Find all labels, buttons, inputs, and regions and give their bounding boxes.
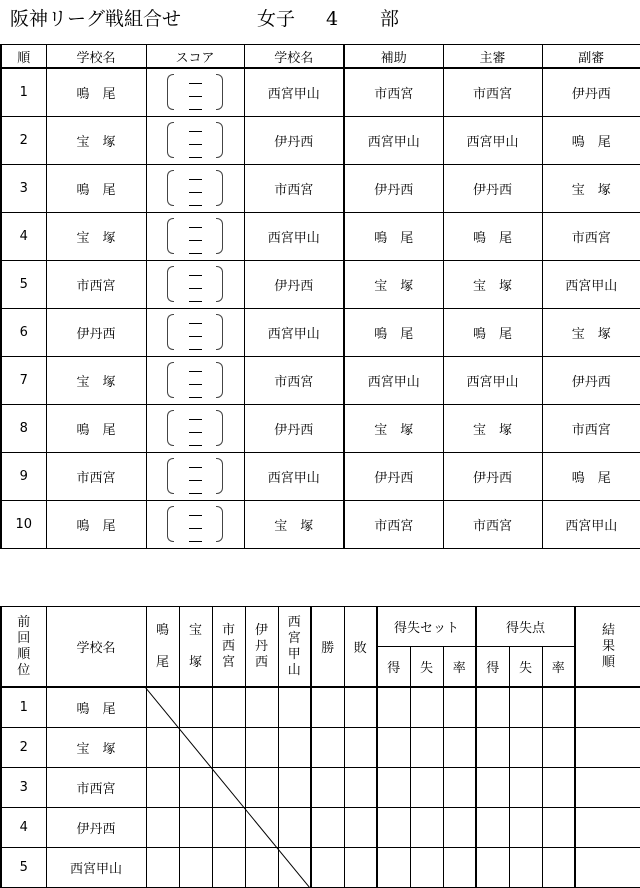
assist-cell: 市西宮 xyxy=(344,68,443,117)
result-vs-opponent-cell[interactable] xyxy=(245,687,278,728)
header-set-gain: 得 xyxy=(377,647,410,688)
sub-referee-cell: 市西宮 xyxy=(542,405,640,453)
sub-referee-cell: 鳴 尾 xyxy=(542,117,640,165)
header-set-diff: 得失セット xyxy=(377,607,476,647)
point-lose-cell[interactable] xyxy=(509,848,542,888)
score-dash-middle xyxy=(189,384,202,385)
match-number-cell: 1 xyxy=(1,68,46,117)
school-name-cell: 鳴 尾 xyxy=(46,687,146,728)
result-vs-opponent-cell[interactable] xyxy=(278,687,311,728)
result-vs-opponent-cell[interactable] xyxy=(146,728,179,768)
result-vs-opponent-cell[interactable] xyxy=(212,848,245,888)
standings-row xyxy=(1,728,640,768)
referee-cell: 西宮甲山 xyxy=(443,357,542,405)
score-dash-top xyxy=(189,83,202,84)
header-referee: 主審 xyxy=(443,45,542,69)
point-rate-cell[interactable] xyxy=(542,848,575,888)
assist-cell: 宝 塚 xyxy=(344,405,443,453)
header-sub-referee: 副審 xyxy=(542,45,640,69)
set-lose-cell[interactable] xyxy=(410,848,443,888)
referee-cell: 伊丹西 xyxy=(443,165,542,213)
assist-cell: 西宮甲山 xyxy=(344,117,443,165)
score-dash-top xyxy=(189,419,202,420)
losses-cell[interactable] xyxy=(344,768,377,808)
sub-referee-cell: 市西宮 xyxy=(542,213,640,261)
match-row xyxy=(1,405,640,453)
score-dash-middle xyxy=(189,192,202,193)
score-dash-top xyxy=(189,131,202,132)
point-gain-cell[interactable] xyxy=(476,768,509,808)
school-name-cell: 宝 塚 xyxy=(46,728,146,768)
header-losses: 敗 xyxy=(344,607,377,688)
match-number-cell: 3 xyxy=(1,165,46,213)
assist-cell: 鳴 尾 xyxy=(344,213,443,261)
point-gain-cell[interactable] xyxy=(476,728,509,768)
score-bracket xyxy=(165,71,225,111)
match-row xyxy=(1,261,640,309)
title-main: 阪神リーグ戦組合せ xyxy=(10,8,182,30)
school-b-cell: 伊丹西 xyxy=(244,405,344,453)
result-vs-opponent-cell[interactable] xyxy=(278,848,311,888)
school-a-cell: 市西宮 xyxy=(46,453,146,501)
result-vs-opponent-cell[interactable] xyxy=(179,808,212,848)
header-school-a: 学校名 xyxy=(46,45,146,69)
match-row xyxy=(1,453,640,501)
result-rank-cell[interactable] xyxy=(575,687,640,728)
set-rate-cell[interactable] xyxy=(443,768,476,808)
assist-cell: 西宮甲山 xyxy=(344,357,443,405)
score-dash-bottom xyxy=(189,541,202,542)
point-gain-cell[interactable] xyxy=(476,687,509,728)
header-order: 順 xyxy=(1,45,46,69)
score-dash-bottom xyxy=(189,397,202,398)
match-row xyxy=(1,165,640,213)
left-bracket xyxy=(167,410,174,446)
match-number-cell: 7 xyxy=(1,357,46,405)
score-bracket xyxy=(165,503,225,543)
result-rank-cell[interactable] xyxy=(575,728,640,768)
left-bracket xyxy=(167,218,174,254)
schedule-header-row xyxy=(1,45,640,69)
score-dash-bottom xyxy=(189,205,202,206)
point-gain-cell[interactable] xyxy=(476,848,509,888)
standings-table xyxy=(0,606,640,888)
score-dash-middle xyxy=(189,432,202,433)
header-wins: 勝 xyxy=(311,607,344,688)
result-vs-opponent-cell[interactable] xyxy=(212,768,245,808)
school-a-cell: 市西宮 xyxy=(46,261,146,309)
header-assist: 補助 xyxy=(344,45,443,69)
set-gain-cell[interactable] xyxy=(377,848,410,888)
set-rate-cell[interactable] xyxy=(443,687,476,728)
school-b-cell: 西宮甲山 xyxy=(244,213,344,261)
score-dash-top xyxy=(189,275,202,276)
sub-referee-cell: 西宮甲山 xyxy=(542,261,640,309)
previous-rank-cell: 1 xyxy=(1,687,46,728)
right-bracket xyxy=(216,410,223,446)
result-vs-opponent-cell[interactable] xyxy=(179,768,212,808)
header-opponent-1: 鳴 尾 xyxy=(146,607,179,688)
match-number-cell: 2 xyxy=(1,117,46,165)
score-cell[interactable] xyxy=(146,405,244,453)
score-dash-middle xyxy=(189,528,202,529)
match-number-cell: 9 xyxy=(1,453,46,501)
set-rate-cell[interactable] xyxy=(443,808,476,848)
result-vs-opponent-cell[interactable] xyxy=(278,728,311,768)
assist-cell: 市西宮 xyxy=(344,501,443,549)
point-gain-cell[interactable] xyxy=(476,808,509,848)
school-b-cell: 伊丹西 xyxy=(244,261,344,309)
assist-cell: 鳴 尾 xyxy=(344,309,443,357)
score-bracket xyxy=(165,311,225,351)
result-vs-opponent-cell[interactable] xyxy=(245,728,278,768)
score-bracket xyxy=(165,215,225,255)
result-vs-opponent-cell[interactable] xyxy=(179,687,212,728)
score-bracket xyxy=(165,167,225,207)
score-dash-bottom xyxy=(189,301,202,302)
previous-rank-cell: 5 xyxy=(1,848,46,888)
result-rank-cell[interactable] xyxy=(575,768,640,808)
set-lose-cell[interactable] xyxy=(410,808,443,848)
header-point-gain: 得 xyxy=(476,647,509,688)
right-bracket xyxy=(216,506,223,542)
result-vs-opponent-cell[interactable] xyxy=(245,848,278,888)
point-rate-cell[interactable] xyxy=(542,808,575,848)
header-opponent-2: 宝 塚 xyxy=(179,607,212,688)
score-dash-top xyxy=(189,371,202,372)
page-title xyxy=(10,2,630,36)
assist-cell: 伊丹西 xyxy=(344,453,443,501)
match-row xyxy=(1,213,640,261)
school-a-cell: 鳴 尾 xyxy=(46,165,146,213)
match-number-cell: 6 xyxy=(1,309,46,357)
result-vs-opponent-cell[interactable] xyxy=(278,768,311,808)
referee-cell: 伊丹西 xyxy=(443,453,542,501)
set-lose-cell[interactable] xyxy=(410,768,443,808)
losses-cell[interactable] xyxy=(344,848,377,888)
left-bracket xyxy=(167,506,174,542)
set-lose-cell[interactable] xyxy=(410,687,443,728)
point-rate-cell[interactable] xyxy=(542,768,575,808)
match-row xyxy=(1,357,640,405)
left-bracket xyxy=(167,122,174,158)
match-row xyxy=(1,501,640,549)
match-number-cell: 10 xyxy=(1,501,46,549)
referee-cell: 宝 塚 xyxy=(443,261,542,309)
score-dash-bottom xyxy=(189,445,202,446)
right-bracket xyxy=(216,122,223,158)
wins-cell[interactable] xyxy=(311,768,344,808)
match-number-cell: 4 xyxy=(1,213,46,261)
set-gain-cell[interactable] xyxy=(377,808,410,848)
school-b-cell: 宝 塚 xyxy=(244,501,344,549)
school-b-cell: 市西宮 xyxy=(244,165,344,213)
point-rate-cell[interactable] xyxy=(542,728,575,768)
left-bracket xyxy=(167,458,174,494)
score-bracket xyxy=(165,455,225,495)
school-b-cell: 西宮甲山 xyxy=(244,453,344,501)
left-bracket xyxy=(167,314,174,350)
referee-cell: 西宮甲山 xyxy=(443,117,542,165)
wins-cell[interactable] xyxy=(311,808,344,848)
result-vs-opponent-cell[interactable] xyxy=(146,808,179,848)
score-bracket xyxy=(165,263,225,303)
referee-cell: 鳴 尾 xyxy=(443,213,542,261)
sub-referee-cell: 鳴 尾 xyxy=(542,453,640,501)
school-b-cell: 市西宮 xyxy=(244,357,344,405)
school-name-cell: 西宮甲山 xyxy=(46,848,146,888)
result-vs-opponent-cell[interactable] xyxy=(146,848,179,888)
referee-cell: 市西宮 xyxy=(443,68,542,117)
score-dash-top xyxy=(189,467,202,468)
result-vs-opponent-cell[interactable] xyxy=(278,808,311,848)
school-b-cell: 西宮甲山 xyxy=(244,68,344,117)
score-cell[interactable] xyxy=(146,213,244,261)
score-cell[interactable] xyxy=(146,68,244,117)
header-opponent-5: 西 宮 甲 山 xyxy=(278,607,311,688)
score-dash-top xyxy=(189,323,202,324)
result-vs-opponent-cell[interactable] xyxy=(245,768,278,808)
wins-cell[interactable] xyxy=(311,728,344,768)
score-cell[interactable] xyxy=(146,165,244,213)
losses-cell[interactable] xyxy=(344,687,377,728)
header-point-lose: 失 xyxy=(509,647,542,688)
point-lose-cell[interactable] xyxy=(509,687,542,728)
assist-cell: 宝 塚 xyxy=(344,261,443,309)
left-bracket xyxy=(167,74,174,110)
score-dash-middle xyxy=(189,96,202,97)
header-point-rate: 率 xyxy=(542,647,575,688)
set-rate-cell[interactable] xyxy=(443,728,476,768)
score-dash-bottom xyxy=(189,157,202,158)
right-bracket xyxy=(216,74,223,110)
set-gain-cell[interactable] xyxy=(377,768,410,808)
header-set-rate: 率 xyxy=(443,647,476,688)
right-bracket xyxy=(216,218,223,254)
match-row xyxy=(1,309,640,357)
previous-rank-cell: 3 xyxy=(1,768,46,808)
result-vs-opponent-cell[interactable] xyxy=(245,808,278,848)
score-dash-middle xyxy=(189,480,202,481)
school-a-cell: 宝 塚 xyxy=(46,213,146,261)
match-row xyxy=(1,68,640,117)
score-dash-middle xyxy=(189,144,202,145)
previous-rank-cell: 2 xyxy=(1,728,46,768)
score-dash-bottom xyxy=(189,109,202,110)
standings-row xyxy=(1,848,640,888)
point-lose-cell[interactable] xyxy=(509,728,542,768)
referee-cell: 市西宮 xyxy=(443,501,542,549)
right-bracket xyxy=(216,170,223,206)
score-bracket xyxy=(165,119,225,159)
header-point-diff: 得失点 xyxy=(476,607,575,647)
set-rate-cell[interactable] xyxy=(443,848,476,888)
score-cell[interactable] xyxy=(146,357,244,405)
school-a-cell: 宝 塚 xyxy=(46,357,146,405)
title-division: 4 xyxy=(326,8,339,30)
right-bracket xyxy=(216,266,223,302)
assist-cell: 伊丹西 xyxy=(344,165,443,213)
previous-rank-cell: 4 xyxy=(1,808,46,848)
school-a-cell: 宝 塚 xyxy=(46,117,146,165)
set-gain-cell[interactable] xyxy=(377,687,410,728)
school-b-cell: 伊丹西 xyxy=(244,117,344,165)
schedule-table xyxy=(0,44,640,549)
standings-header-row-1 xyxy=(1,607,640,647)
match-number-cell: 8 xyxy=(1,405,46,453)
set-lose-cell[interactable] xyxy=(410,728,443,768)
school-a-cell: 鳴 尾 xyxy=(46,405,146,453)
header-set-lose: 失 xyxy=(410,647,443,688)
header-score: スコア xyxy=(146,45,244,69)
header-opponent-4: 伊 丹 西 xyxy=(245,607,278,688)
header-opponent-3: 市 西 宮 xyxy=(212,607,245,688)
header-result-rank: 結 果 順 xyxy=(575,607,640,688)
result-vs-opponent-cell[interactable] xyxy=(212,687,245,728)
set-gain-cell[interactable] xyxy=(377,728,410,768)
sub-referee-cell: 伊丹西 xyxy=(542,68,640,117)
result-vs-opponent-cell[interactable] xyxy=(212,808,245,848)
result-rank-cell[interactable] xyxy=(575,848,640,888)
right-bracket xyxy=(216,458,223,494)
losses-cell[interactable] xyxy=(344,808,377,848)
standings-row xyxy=(1,687,640,728)
wins-cell[interactable] xyxy=(311,687,344,728)
score-cell[interactable] xyxy=(146,261,244,309)
left-bracket xyxy=(167,170,174,206)
match-number-cell: 5 xyxy=(1,261,46,309)
referee-cell: 宝 塚 xyxy=(443,405,542,453)
point-rate-cell[interactable] xyxy=(542,687,575,728)
sub-referee-cell: 宝 塚 xyxy=(542,165,640,213)
standings-row xyxy=(1,808,640,848)
result-vs-opponent-cell[interactable] xyxy=(146,768,179,808)
header-school: 学校名 xyxy=(46,607,146,688)
score-cell[interactable] xyxy=(146,501,244,549)
left-bracket xyxy=(167,362,174,398)
score-dash-top xyxy=(189,515,202,516)
header-school-b: 学校名 xyxy=(244,45,344,69)
result-vs-opponent-cell[interactable] xyxy=(179,848,212,888)
standings-row xyxy=(1,768,640,808)
school-a-cell: 鳴 尾 xyxy=(46,68,146,117)
right-bracket xyxy=(216,314,223,350)
score-cell[interactable] xyxy=(146,309,244,357)
school-name-cell: 伊丹西 xyxy=(46,808,146,848)
result-vs-opponent-cell[interactable] xyxy=(212,728,245,768)
point-lose-cell[interactable] xyxy=(509,768,542,808)
score-dash-top xyxy=(189,227,202,228)
losses-cell[interactable] xyxy=(344,728,377,768)
title-gender: 女子 xyxy=(257,8,296,30)
school-b-cell: 西宮甲山 xyxy=(244,309,344,357)
score-dash-middle xyxy=(189,288,202,289)
result-vs-opponent-cell[interactable] xyxy=(179,728,212,768)
score-dash-middle xyxy=(189,240,202,241)
header-previous-rank: 前 回 順 位 xyxy=(1,607,46,688)
score-dash-bottom xyxy=(189,253,202,254)
score-bracket xyxy=(165,407,225,447)
sub-referee-cell: 西宮甲山 xyxy=(542,501,640,549)
score-dash-top xyxy=(189,179,202,180)
referee-cell: 鳴 尾 xyxy=(443,309,542,357)
school-a-cell: 伊丹西 xyxy=(46,309,146,357)
score-bracket xyxy=(165,359,225,399)
sub-referee-cell: 宝 塚 xyxy=(542,309,640,357)
score-dash-middle xyxy=(189,336,202,337)
result-rank-cell[interactable] xyxy=(575,808,640,848)
score-cell[interactable] xyxy=(146,117,244,165)
sub-referee-cell: 伊丹西 xyxy=(542,357,640,405)
point-lose-cell[interactable] xyxy=(509,808,542,848)
school-name-cell: 市西宮 xyxy=(46,768,146,808)
left-bracket xyxy=(167,266,174,302)
score-dash-bottom xyxy=(189,349,202,350)
result-vs-opponent-cell[interactable] xyxy=(146,687,179,728)
right-bracket xyxy=(216,362,223,398)
title-bu: 部 xyxy=(380,8,400,30)
score-dash-bottom xyxy=(189,493,202,494)
match-row xyxy=(1,117,640,165)
score-cell[interactable] xyxy=(146,453,244,501)
wins-cell[interactable] xyxy=(311,848,344,888)
school-a-cell: 鳴 尾 xyxy=(46,501,146,549)
